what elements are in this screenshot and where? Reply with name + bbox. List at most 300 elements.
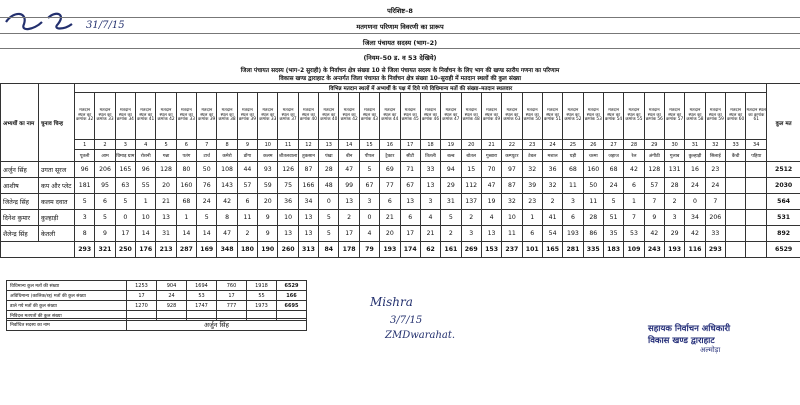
vote-cell: 6	[380, 194, 400, 210]
summary-row	[7, 281, 307, 291]
column-number: 10	[258, 140, 278, 150]
vote-cell: 1	[522, 210, 542, 226]
station-total: 116	[685, 242, 705, 258]
column-number: 18	[420, 140, 440, 150]
vote-cell: 9	[95, 226, 115, 242]
station-symbol: कमेरो	[217, 150, 237, 162]
column-number: 5	[156, 140, 176, 150]
station-total: 260	[278, 242, 298, 258]
vote-cell: 33	[420, 162, 440, 178]
summary-total: 166	[277, 291, 307, 301]
winner-label: निर्वाचित सदस्य का नाम	[7, 319, 127, 331]
vote-cell: 96	[75, 162, 95, 178]
vote-cell: 69	[380, 162, 400, 178]
station-header: मतदान स्थल का क्रमांक 63	[502, 93, 522, 140]
summary-value: 1918	[247, 281, 277, 291]
candidate-name: जितेन्द्र सिंह	[1, 194, 39, 210]
vote-cell: 5	[603, 194, 623, 210]
vote-cell	[746, 194, 767, 210]
vote-cell	[746, 178, 767, 194]
result-subtitle: जिला पंचायत सदस्य (भाग–2 सुराही) के निर्वाचन क्षेत्र संख्या 10 से जिला पंचायत सदस्य के निर्वाचन के लिए भाग की खण्ड स्तरीय गणना का परिणाम	[240, 68, 560, 74]
vote-cell: 97	[502, 162, 522, 178]
vote-cell: 76	[197, 178, 217, 194]
candidate-name: दिनेश कुमार	[1, 210, 39, 226]
vote-cell: 54	[542, 226, 562, 242]
vote-cell: 112	[461, 178, 481, 194]
vote-cell: 14	[197, 226, 217, 242]
column-number: 24	[542, 140, 562, 150]
vote-cell: 5	[319, 226, 339, 242]
vote-cell: 99	[339, 178, 359, 194]
vote-cell: 6	[522, 226, 542, 242]
column-number: 12	[298, 140, 318, 150]
signature-left: Mishra	[370, 295, 413, 309]
vote-cell: 42	[644, 226, 664, 242]
station-total: 293	[705, 242, 725, 258]
vote-cell: 68	[603, 162, 623, 178]
vote-cell: 5	[197, 210, 217, 226]
station-total: 183	[603, 242, 623, 258]
vote-cell: 20	[156, 178, 176, 194]
vote-cell: 16	[685, 162, 705, 178]
vote-cell: 51	[603, 210, 623, 226]
vote-cell: 10	[502, 210, 522, 226]
vote-cell: 31	[156, 226, 176, 242]
station-total: 62	[420, 242, 440, 258]
vote-cell: 6	[400, 210, 420, 226]
vote-cell: 71	[400, 162, 420, 178]
vote-cell: 1	[176, 210, 196, 226]
vote-cell: 28	[664, 178, 684, 194]
vote-cell: 70	[481, 162, 501, 178]
vote-cell: 50	[197, 162, 217, 178]
vote-cell: 0	[115, 210, 135, 226]
column-number: 9	[237, 140, 257, 150]
vote-cell: 3	[461, 226, 481, 242]
vote-cell: 3	[75, 210, 95, 226]
vote-cell: 5	[441, 210, 461, 226]
summary-value: 904	[157, 281, 187, 291]
vote-cell: 13	[278, 226, 298, 242]
station-symbol: ट्रैक्टर	[380, 150, 400, 162]
column-number: 27	[603, 140, 623, 150]
station-header: मतदान स्थल का क्रमांक 49	[481, 93, 501, 140]
station-header: मतदान स्थल का क्रमांक 40	[319, 93, 339, 140]
vote-cell: 11	[583, 194, 603, 210]
station-symbol: कलम	[258, 150, 278, 162]
vote-cell: 7	[644, 194, 664, 210]
column-number: 23	[522, 140, 542, 150]
column-number: 20	[461, 140, 481, 150]
vote-cell: 2	[339, 210, 359, 226]
station-symbol: शीतलवाला	[278, 150, 298, 162]
vote-cell: 32	[502, 194, 522, 210]
column-number: 28	[624, 140, 644, 150]
vote-cell: 77	[380, 178, 400, 194]
vote-cell: 4	[359, 226, 379, 242]
station-symbol: तुकसान	[298, 150, 318, 162]
symbol-col-header: चुनाव चिन्ह	[39, 84, 75, 162]
vote-cell: 10	[278, 210, 298, 226]
station-symbol: जहाज	[603, 150, 623, 162]
vote-cell	[726, 226, 746, 242]
summary-value: 760	[217, 281, 247, 291]
vote-cell	[746, 210, 767, 226]
station-symbol: रोशनी	[136, 150, 156, 162]
column-number: 19	[441, 140, 461, 150]
form-title: मतगणना परिणाम विवरणी का प्रारूप	[356, 23, 444, 31]
vote-cell: 11	[237, 210, 257, 226]
vote-cell: 6	[237, 194, 257, 210]
station-symbol: अंगीठी	[644, 150, 664, 162]
station-symbol: मशाल	[542, 150, 562, 162]
station-header: मतदान स्थल का क्रमांक 42	[339, 93, 359, 140]
vote-cell: 24	[685, 178, 705, 194]
station-symbol: विमाड़ ग्राम	[115, 150, 135, 162]
column-number: 22	[502, 140, 522, 150]
station-header: मतदान स्थल का क्रमांक 58	[685, 93, 705, 140]
station-symbol: गन्ना	[156, 150, 176, 162]
summary-value: 1270	[127, 301, 157, 311]
vote-cell: 6	[624, 178, 644, 194]
candidate-row	[1, 226, 800, 242]
station-header: मतदान स्थल का क्रमांक 60	[726, 93, 746, 140]
vote-cell: 13	[400, 194, 420, 210]
station-header: मतदान स्थल का क्रमांक 59	[705, 93, 725, 140]
column-number-row	[1, 140, 800, 150]
vote-cell: 42	[217, 194, 237, 210]
station-total: 250	[115, 242, 135, 258]
station-header: मतदान स्थल का क्रमांक 33	[258, 93, 278, 140]
summary-total: 6695	[277, 301, 307, 311]
station-header: मतदान स्थल का क्रमांक 34	[115, 93, 135, 140]
vote-cell: 2	[237, 226, 257, 242]
vote-cell: 44	[237, 162, 257, 178]
vote-cell: 206	[95, 162, 115, 178]
station-total: 174	[400, 242, 420, 258]
column-number: 1	[75, 140, 95, 150]
vote-cell: 31	[441, 194, 461, 210]
candidate-total: 892	[767, 226, 800, 242]
vote-cell: 2	[441, 226, 461, 242]
candidate-row	[1, 210, 800, 226]
vote-cell: 15	[461, 162, 481, 178]
vote-cell: 0	[359, 210, 379, 226]
post-title: जिला पंचायत सदस्य (भाग–2)	[362, 39, 438, 47]
vote-cell: 80	[176, 162, 196, 178]
station-symbol: कम्प्यूटर	[502, 150, 522, 162]
station-total: 176	[136, 242, 156, 258]
candidate-col-header: अभ्यर्थी का नाम	[1, 84, 39, 162]
station-symbol: सिलाई	[705, 150, 725, 162]
column-number: 8	[217, 140, 237, 150]
column-number: 32	[705, 140, 725, 150]
station-symbol: पीपल	[359, 150, 379, 162]
summary-value: 17	[217, 291, 247, 301]
candidate-symbol: केतली	[39, 226, 75, 242]
vote-cell: 181	[75, 178, 95, 194]
vote-cell: 0	[685, 194, 705, 210]
vote-cell: 4	[420, 210, 440, 226]
summary-value: 53	[187, 291, 217, 301]
vote-cell: 17	[339, 226, 359, 242]
vote-cell: 87	[502, 178, 522, 194]
vote-cell	[726, 210, 746, 226]
candidate-symbol: उगता सूरज	[39, 162, 75, 178]
vote-cell: 13	[156, 210, 176, 226]
vote-cell	[726, 178, 746, 194]
station-total: 348	[217, 242, 237, 258]
station-total: 293	[75, 242, 95, 258]
vote-cell: 29	[441, 178, 461, 194]
divider	[0, 48, 800, 49]
station-total: 313	[298, 242, 318, 258]
grand-total: 6529	[767, 242, 800, 258]
summary-value: 1253	[127, 281, 157, 291]
station-header: मतदान स्थल का क्रमांक 37	[278, 93, 298, 140]
vote-cell: 2	[542, 194, 562, 210]
column-number: 6	[176, 140, 196, 150]
candidate-name: आशीष	[1, 178, 39, 194]
summary-label: विधिमान्य कुल मतों की संख्या	[7, 281, 127, 291]
vote-cell: 36	[542, 162, 562, 178]
vote-cell: 19	[481, 194, 501, 210]
station-header: मतदान स्थल का क्रमांक 33	[95, 93, 115, 140]
vote-cell: 94	[441, 162, 461, 178]
station-symbol-row	[1, 150, 800, 162]
summary-label: अविधिमान्य (कालिक/रद्द) मतों की कुल संख्या	[7, 291, 127, 301]
summary-total: 6529	[277, 281, 307, 291]
vote-cell: 63	[115, 178, 135, 194]
station-header: मतदान स्थल का क्रमांक 39	[197, 93, 217, 140]
candidate-name: शैलेन्द्र सिंह	[1, 226, 39, 242]
station-header: मतदान स्थल का क्रमांक 39	[237, 93, 257, 140]
vote-cell	[746, 226, 767, 242]
vote-cell: 3	[420, 194, 440, 210]
station-symbol: कैंची	[726, 150, 746, 162]
column-number: 2	[95, 140, 115, 150]
signature-left-date: 3/7/15	[390, 315, 423, 326]
station-total: 269	[461, 242, 481, 258]
vote-cell: 2	[461, 210, 481, 226]
station-total: 193	[380, 242, 400, 258]
vote-cell: 68	[176, 194, 196, 210]
vote-cell: 42	[624, 162, 644, 178]
candidate-total: 531	[767, 210, 800, 226]
vote-cell: 68	[563, 162, 583, 178]
vote-cell: 50	[583, 178, 603, 194]
candidate-row	[1, 194, 800, 210]
station-header: मतदान स्थल का क्रमांक 43	[359, 93, 379, 140]
vote-cell: 14	[136, 226, 156, 242]
column-number: 14	[339, 140, 359, 150]
vote-cell: 4	[481, 210, 501, 226]
station-total: 109	[624, 242, 644, 258]
vote-cell: 23	[705, 162, 725, 178]
candidate-name: अर्जुन सिंह	[1, 162, 39, 178]
column-number: 11	[278, 140, 298, 150]
summary-value: 24	[157, 291, 187, 301]
column-number: 21	[481, 140, 501, 150]
station-header: मतदान स्थल का क्रमांक 50	[522, 93, 542, 140]
summary-row	[7, 291, 307, 301]
station-header: मतदान स्थल का क्रमांक 57	[664, 93, 684, 140]
vote-cell: 29	[664, 226, 684, 242]
station-total: 287	[176, 242, 196, 258]
vote-cell: 3	[563, 194, 583, 210]
signature-left-designation: ZMDwarahat.	[385, 330, 456, 341]
summary-value: 1973	[247, 301, 277, 311]
vote-cell: 55	[136, 178, 156, 194]
vote-cell: 108	[217, 162, 237, 178]
station-total: 190	[258, 242, 278, 258]
station-header: मतदान स्थल का क्रमांक 44	[380, 93, 400, 140]
vote-cell: 39	[522, 178, 542, 194]
vote-cell: 3	[664, 210, 684, 226]
column-number: 13	[319, 140, 339, 150]
station-symbol: बल्ब	[441, 150, 461, 162]
summary-value: 928	[157, 301, 187, 311]
station-total: 321	[95, 242, 115, 258]
block-subtitle: विकास खण्ड द्वाराहाट के अन्तर्गत जिला पंचायत के निर्वाचन क्षेत्र संख्या 10–सुराही में मतदान स्थलों की कुल संख्या	[278, 76, 522, 82]
vote-cell	[746, 162, 767, 178]
vote-cell: 13	[298, 226, 318, 242]
station-header: मतदान स्थल का क्रमांक 54	[603, 93, 623, 140]
vote-cell: 14	[176, 226, 196, 242]
vote-cell: 6	[563, 210, 583, 226]
vote-cell: 57	[237, 178, 257, 194]
vote-cell: 86	[583, 226, 603, 242]
total-col-header: कुल मत	[767, 84, 800, 162]
station-total	[726, 242, 746, 258]
station-header: मतदान स्थल का क्रमांक 40	[298, 93, 318, 140]
stamp-district: अल्मोड़ा	[700, 346, 721, 354]
vote-cell: 1	[136, 194, 156, 210]
vote-cell: 131	[664, 162, 684, 178]
vote-cell: 143	[217, 178, 237, 194]
station-header-row	[1, 93, 800, 140]
candidate-symbol: कप और प्लेट	[39, 178, 75, 194]
vote-cell: 47	[217, 226, 237, 242]
column-number: 29	[644, 140, 664, 150]
station-total: 161	[441, 242, 461, 258]
station-total	[746, 242, 767, 258]
station-total: 193	[664, 242, 684, 258]
station-total: 84	[319, 242, 339, 258]
station-total: 213	[156, 242, 176, 258]
station-symbol: गुलाब	[664, 150, 684, 162]
band-label: विभिन्न मतदान स्थलों में अभ्यर्थी के पक्ष में दिये गये विधिमान्य मतों की संख्या–मतदान स्थलवार	[75, 84, 767, 93]
candidate-total: 2030	[767, 178, 800, 194]
vote-cell: 128	[156, 162, 176, 178]
vote-cell	[726, 194, 746, 210]
station-total: 237	[502, 242, 522, 258]
divider	[0, 33, 800, 34]
vote-cell: 5	[319, 210, 339, 226]
vote-cell: 165	[115, 162, 135, 178]
station-symbol: आम	[95, 150, 115, 162]
vote-cell: 128	[644, 162, 664, 178]
vote-cell: 34	[685, 210, 705, 226]
summary-label: डाले गये मतों की कुल संख्या	[7, 301, 127, 311]
vote-cell: 160	[176, 178, 196, 194]
vote-cell: 75	[278, 178, 298, 194]
station-symbol: बीन	[339, 150, 359, 162]
vote-cell: 33	[705, 226, 725, 242]
vote-cell: 126	[278, 162, 298, 178]
station-total: 335	[583, 242, 603, 258]
vote-cell: 193	[563, 226, 583, 242]
station-header: मतदान स्थल का क्रमांक 42	[156, 93, 176, 140]
vote-cell: 0	[319, 194, 339, 210]
vote-cell: 28	[583, 210, 603, 226]
station-header: मतदान स्थल का क्रमांक 55	[624, 93, 644, 140]
divider	[0, 17, 800, 18]
winner-name: अर्जुन सिंह	[127, 319, 307, 331]
station-header: मतदान स्थल का क्रमांक 33	[176, 93, 196, 140]
station-symbol: रेल	[624, 150, 644, 162]
vote-cell: 24	[197, 194, 217, 210]
vote-cell: 21	[380, 210, 400, 226]
summary-value: 777	[217, 301, 247, 311]
vote-cell: 23	[522, 194, 542, 210]
station-total: 243	[644, 242, 664, 258]
vote-cell: 32	[522, 162, 542, 178]
column-number: 34	[746, 140, 767, 150]
station-header: मतदान स्थल का क्रमांक 32	[75, 93, 95, 140]
station-symbol: कुल्हाड़ी	[685, 150, 705, 162]
vote-cell: 35	[603, 226, 623, 242]
vote-cell: 13	[339, 194, 359, 210]
vote-cell: 21	[156, 194, 176, 210]
vote-cell: 8	[217, 210, 237, 226]
column-number: 25	[563, 140, 583, 150]
summary-value: 1694	[187, 281, 217, 291]
station-total: 281	[563, 242, 583, 258]
station-total: 153	[481, 242, 501, 258]
vote-cell: 96	[136, 162, 156, 178]
column-number: 15	[359, 140, 379, 150]
station-header: मतदान स्थल का क्रमांक 48	[461, 93, 481, 140]
vote-cell: 53	[624, 226, 644, 242]
stamp-designation: सहायक निर्वाचन अधिकारी	[648, 324, 731, 334]
station-header: मतदान स्थल का क्रमांक 51	[542, 93, 562, 140]
station-symbol: तितली	[420, 150, 440, 162]
vote-cell: 57	[644, 178, 664, 194]
vote-cell: 47	[481, 178, 501, 194]
vote-cell: 93	[258, 162, 278, 178]
station-symbol: डोंगा	[237, 150, 257, 162]
station-header: मतदान स्थल का क्रमांक 52	[563, 93, 583, 140]
column-number: 17	[400, 140, 420, 150]
vote-cell: 5	[115, 194, 135, 210]
station-total: 101	[522, 242, 542, 258]
band-row	[1, 84, 800, 93]
vote-cell: 9	[644, 210, 664, 226]
vote-cell: 9	[258, 226, 278, 242]
results-table	[0, 83, 800, 258]
station-header: मतदान स्थल का क्रमांक 46	[420, 93, 440, 140]
summary-label: निविदत्त मतपत्रों की कुल संख्या	[7, 311, 127, 321]
vote-cell: 32	[542, 178, 562, 194]
column-number: 7	[197, 140, 217, 150]
station-symbol: टार्च	[197, 150, 217, 162]
vote-cell: 2	[664, 194, 684, 210]
vote-cell: 67	[359, 178, 379, 194]
totals-label-cell	[1, 242, 75, 258]
vote-cell: 24	[705, 178, 725, 194]
vote-cell: 10	[136, 210, 156, 226]
